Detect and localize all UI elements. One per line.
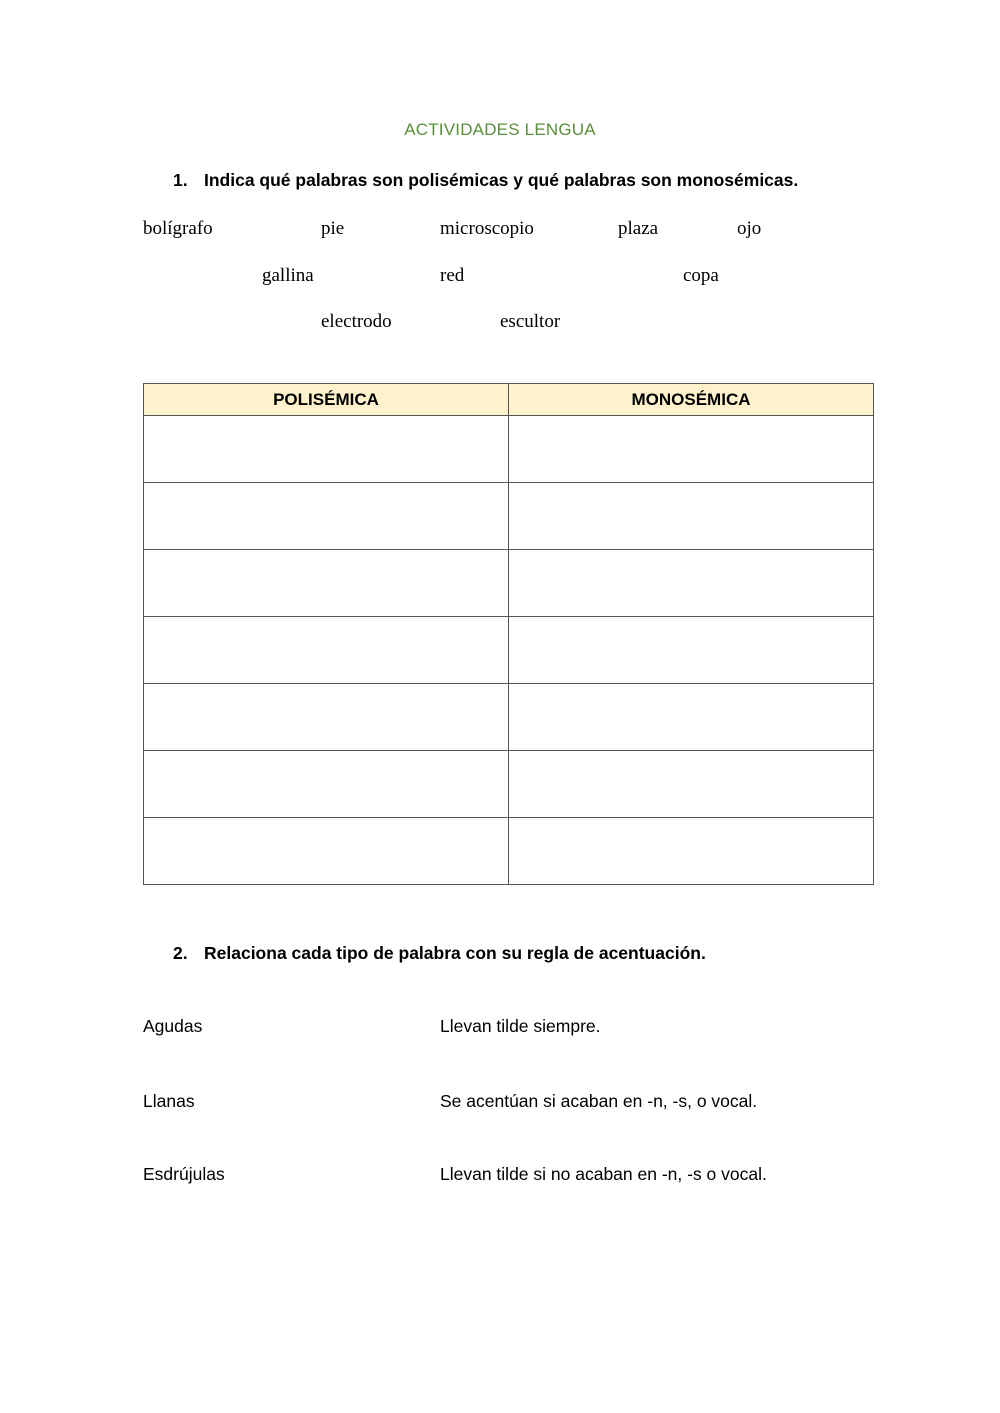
word-item: red: [440, 265, 465, 286]
question-1: [173, 170, 798, 191]
header-polisemica: POLISÉMICA: [144, 384, 509, 416]
classification-table: [143, 383, 874, 885]
word-item: ojo: [737, 218, 762, 239]
answer-cell-monosemica[interactable]: [509, 483, 874, 550]
table-row: [144, 684, 874, 751]
answer-cell-polisemica[interactable]: [144, 416, 509, 483]
answer-cell-monosemica[interactable]: [509, 751, 874, 818]
question-2-number: 2.: [173, 943, 188, 963]
word-item: escultor: [500, 311, 561, 332]
word-type-esdrujulas[interactable]: Esdrújulas: [143, 1164, 225, 1184]
answer-cell-monosemica[interactable]: [509, 617, 874, 684]
question-2-text: Relaciona cada tipo de palabra con su regla de acentuación.: [204, 943, 706, 963]
header-monosemica: MONOSÉMICA: [509, 384, 874, 416]
table-row: [144, 550, 874, 617]
answer-cell-monosemica[interactable]: [509, 416, 874, 483]
rule-text[interactable]: Se acentúan si acaban en -n, -s, o vocal.: [440, 1091, 758, 1111]
answer-cell-polisemica[interactable]: [144, 684, 509, 751]
page-title: ACTIVIDADES LENGUA: [404, 120, 596, 139]
table-row: [144, 751, 874, 818]
word-type-agudas[interactable]: Agudas: [143, 1016, 203, 1036]
answer-cell-polisemica[interactable]: [144, 751, 509, 818]
word-item: gallina: [262, 265, 314, 286]
answer-cell-monosemica[interactable]: [509, 818, 874, 885]
question-1-text: Indica qué palabras son polisémicas y qué palabras son monosémicas.: [204, 170, 799, 190]
rule-text[interactable]: Llevan tilde si no acaban en -n, -s o vocal.: [440, 1164, 767, 1184]
table-row: [144, 818, 874, 885]
word-item: plaza: [618, 218, 659, 239]
answer-cell-polisemica[interactable]: [144, 818, 509, 885]
table-row: [144, 416, 874, 483]
answer-cell-polisemica[interactable]: [144, 483, 509, 550]
question-1-number: 1.: [173, 170, 188, 190]
question-2: [173, 943, 706, 964]
table-row: [144, 617, 874, 684]
answer-cell-monosemica[interactable]: [509, 550, 874, 617]
word-type-llanas[interactable]: Llanas: [143, 1091, 195, 1111]
word-item: copa: [683, 265, 719, 286]
rule-text[interactable]: Llevan tilde siempre.: [440, 1016, 601, 1036]
answer-cell-monosemica[interactable]: [509, 684, 874, 751]
answer-cell-polisemica[interactable]: [144, 550, 509, 617]
word-item: pie: [321, 218, 345, 239]
answer-cell-polisemica[interactable]: [144, 617, 509, 684]
word-item: bolígrafo: [143, 218, 213, 239]
table-header-row: [144, 384, 874, 416]
word-item: electrodo: [321, 311, 392, 332]
table-row: [144, 483, 874, 550]
word-item: microscopio: [440, 218, 534, 239]
